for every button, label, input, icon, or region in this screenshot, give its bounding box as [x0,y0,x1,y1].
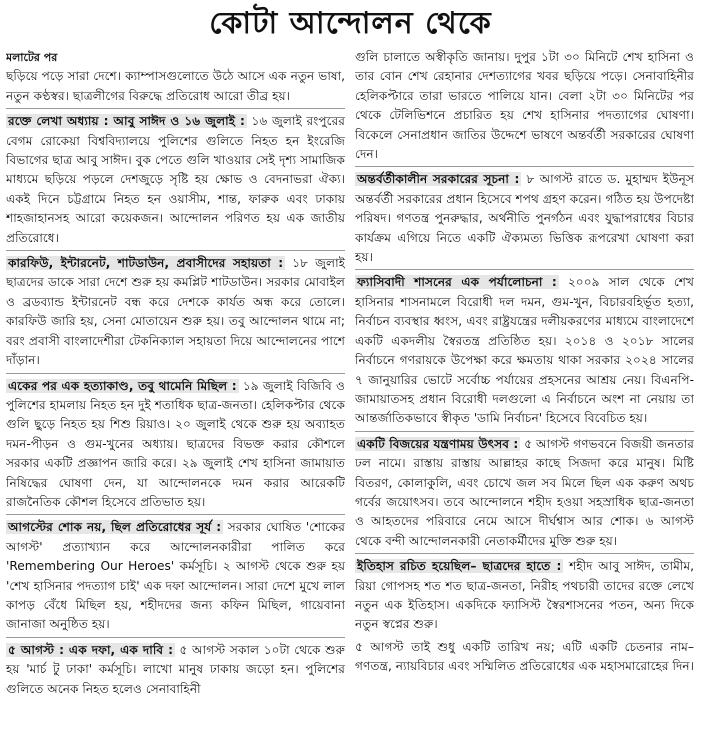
section-heading: আগস্টের শোক নয়, ছিল প্রতিরোধের সূর্য : [8,520,222,535]
article-columns [6,48,695,748]
right-column [355,48,694,748]
section-heading: একের পর এক হত্যাকাণ্ড, তবু থামেনি মিছিল : [8,378,237,393]
section-body: ১৮ জুলাই ছাত্রদের ডাকে সারা দেশে শুরু হয় কমপ্লিট শাটডাউন। সরকার মোবাইল ও ব্রডব্যান্ড ইন্টারনেট বন্ধ করে দেশকে কার্যত অন্ধ করে তোলে। কারফিউ জারি হয়, সেনা মোতায়েন শুরু হয়। তবু আন্দোলন থামে না; বরং প্রবাসী বাংলাদেশীরা টেকনিক্যাল সহায়তা দিয়ে আন্দোলনের পাশে দাঁড়ান। [6,256,345,368]
section-divider [6,637,345,638]
section-abu-sayeed [6,112,345,248]
left-intro-paragraph: ছড়িয়ে পড়ে সারা দেশে। ক্যাম্পাসগুলোতে উঠে আসে এক নতুন ভাষা, নতুন কণ্ঠস্বর। ছাত্রলীগের বিরুদ্ধে প্রতিরোধ আরো তীব্র হয়। [6,69,345,103]
right-intro-paragraph: গুলি চালাতে অস্বীকৃতি জানায়। দুপুর ১টা ৩০ মিনিটে শেখ হাসিনা ও তার বোন শেখ রেহানার দেশত্যাগের খবর ছড়িয়ে পড়ে। সেনাবাহিনীর হেলিকপ্টারে তারা ভারতে পালিয়ে যান। বেলা ২টা ৩০ মিনিটের পর থেকে টেলিভিশনে প্রচারিত হয় শেখ হাসিনার পদত্যাগের ঘোষণা। বিকেলে সেনাপ্রধান জাতির উদ্দেশে ভাষণে অন্তর্বর্তী সরকারের ঘোষণা দেন। [355,50,694,162]
section-divider [355,553,694,554]
section-divider [6,108,345,109]
section-heading: ৫ আগস্ট : এক দফা, এক দাবি : [8,642,173,657]
section-body: ৫ আগস্ট গণভবনে বিজয়ী জনতার ঢল নামে। রাস্তায় রাস্তায় আল্লাহর কাছে সিজদা করে মানুষ। মিষ্টি বিতরণ, কোলাকুলি, এবং চোখে জল সব মিলে ছিল এক করুণ অথচ গর্বের জয়োৎসব। তবে আন্দোলনে শহীদ হওয়া সহস্রাধিক ছাত্র-জনতা ও আহতদের পরিবারে নেমে আসে দীর্ঘশ্বাস আর শোক। ৬ আগস্ট থেকে বন্দী আন্দোলনকারী নেতাকর্মীদের মুক্তি শুরু হয়। [355,436,694,548]
left-column [6,48,345,748]
section-killings [6,377,345,513]
continued-note: মলাটের পর [6,51,58,64]
section-body: ৫ আগস্ট সকাল ১০টা থেকে শুরু হয় 'মার্চ টু ঢাকা' কর্মসূচি। লাখো মানুষ ঢাকায় জড়ো হন। পুলিশের গুলিতে অনেক নিহত হলেও সেনাবাহিনী [6,642,345,696]
section-divider [6,250,345,251]
section-body: সরকার ঘোষিত 'শোকের আগস্ট' প্রত্যাখ্যান করে আন্দোলনকারীরা পালিত করে 'Remembering Our Heroes' কর্মসূচি। ২ আগস্ট থেকে শুরু হয় 'শেখ হাসিনার পদত্যাগ চাই' এক দফা আন্দোলন। সারা দেশে মুখে লাল কাপড় বেঁধে মিছিল হয়, শহীদদের জন্য কফিন মিছিল, গায়েবানা জানাজা অনুষ্ঠিত হয়। [6,520,345,632]
section-victory [355,435,694,551]
section-curfew [6,254,345,370]
section-body: ৮ আগস্ট রাতে ড. মুহাম্মদ ইউনূস অন্তর্বর্তী সরকারের প্রধান হিসেবে শপথ গ্রহণ করেন। গঠিত হয় উপদেষ্টা পরিষদ। গণতন্ত্র পুনরুদ্ধার, অর্থনীতি পুনর্গঠন এবং যুদ্ধাপরাধের বিচার কার্যক্রম এগিয়ে নিতে একটি ঐক্যমত্য ভিত্তিক রূপরেখা ঘোষণা করা হয়। [355,172,694,265]
section-divider [6,514,345,515]
section-body: শহীদ আবু সাঈদ, তামীম, রিয়া গোপসহ শত শত ছাত্র-জনতা, নিরীহ পথচারী তাদের রক্তে লেখে নতুন এক ইতিহাস। একদিকে ফ্যাসিস্ট স্বৈরশাসনের পতন, অন্য দিকে নতুন স্বপ্নের শুরু। [355,559,694,632]
section-body: ১৯ জুলাই বিজিবি ও পুলিশের হামলায় নিহত হন দুই শতাধিক ছাত্র-জনতা। হেলিকপ্টার থেকে গুলি ছুড়ে নিহত হয় শিশু রিয়াও। ২০ জুলাই থেকে শুরু হয় অব্যাহত দমন-পীড়ন ও গুম-খুনের অধ্যায়। ছাত্রদের বিভক্ত করার কৌশলে সরকার একটি প্রজ্ঞাপন জারি করে। ২৯ জুলাই শেখ হাসিনা জামায়াত নিষিদ্ধের ঘোষণা দেন, যা আন্দোলনকে দমন করার আরেকটি রাজনৈতিক কৌশল হিসেবে প্রতিভাত হয়। [6,378,345,509]
section-heading: অন্তর্বর্তীকালীন সরকারের সূচনা : [357,172,520,187]
section-body: ২০০৯ সাল থেকে শেখ হাসিনার শাসনামলে বিরোধী দল দমন, গুম-খুন, বিচারবহির্ভূত হত্যা, নির্বাচন ব্যবস্থার ধ্বংস, এবং রাষ্ট্রযন্ত্রের দলীয়করণের মাধ্যমে বাংলাদেশে একটি একদলীয় স্বৈরতন্ত্র প্রতিষ্ঠিত হয়। ২০১৪ ও ২০১৮ সালের নির্বাচনে গণরায়কে উপেক্ষা করে ক্ষমতায় থাকা সরকার ২০২৪ সালের ৭ জানুয়ারির ভোটে সর্বোচ্চ পর্যায়ের প্রহসনের আশ্রয় নেয়। বিএনপি-জামায়াতসহ প্রধান বিরোধী দলগুলো এ নির্বাচনে অংশ না নেয়ায় তা আন্তর্জাতিকভাবে স্বীকৃত 'ডামি নির্বাচন' হিসেবে বিবেচিত হয়। [355,275,694,426]
section-heading: ইতিহাস রচিত হয়েছিল– ছাত্রদের হাতে : [357,559,562,574]
section-divider [6,373,345,374]
section-divider [355,431,694,432]
section-heading: একটি বিজয়ের যন্ত্রণাময় উৎসব : [357,436,519,451]
section-august [6,518,345,634]
section-interim-gov [355,170,694,267]
closing-paragraph: ৫ আগস্ট তাই শুধু একটি তারিখ নয়; এটি একটি চেতনার নাম– গণতন্ত্র, ন্যায়বিচার এবং সম্মিলিত প্রতিরোধের এক মহাসমারোহের দিন। [355,639,694,674]
section-heading: রক্তে লেখা অধ্যায় : আবু সাঈদ ও ১৬ জুলাই : [8,114,245,129]
section-divider [355,269,694,270]
section-heading: ফ্যাসিবাদী শাসনের এক পর্যালোচনা : [357,275,557,290]
section-divider [355,166,694,167]
section-fascist-review [355,273,694,428]
section-heading: কারফিউ, ইন্টারনেট, শাটডাউন, প্রবাসীদের সহায়তা : [8,256,284,271]
section-aug5 [6,641,345,699]
section-history [355,557,694,635]
section-body: ১৬ জুলাই রংপুরের বেগম রোকেয়া বিশ্ববিদ্যালয়ে পুলিশের গুলিতে নিহত হন ইংরেজি বিভাগের ছাত্র আবু সাঈদ। বুক পেতে গুলি খাওয়ার সেই দৃশ্য সামাজিক মাধ্যমে ছড়িয়ে পড়লে দেশজুড়ে সৃষ্টি হয় ক্ষোভ ও বেদনাভরা ঐক্য। একই দিনে চট্টগ্রামে নিহত হন ওয়াসীম, শান্ত, ফারুক এবং ঢাকায় শাহজাহানসহ আরো কয়েকজন। আন্দোলন পরিণত হয় এক জাতীয় প্রতিরোধে। [6,114,345,245]
article-title: কোটা আন্দোলন থেকে [209,6,492,41]
